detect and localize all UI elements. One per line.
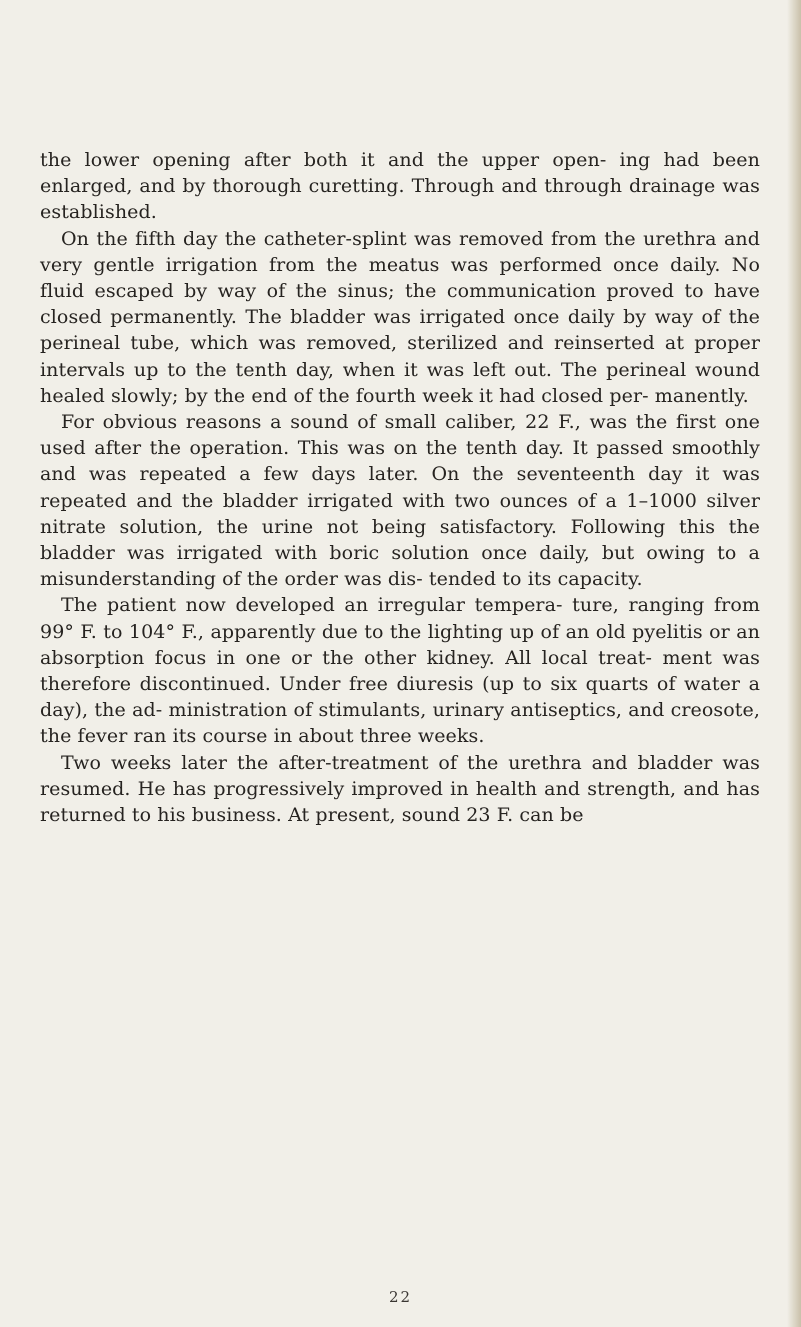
paragraph-5: Two weeks later the after-treatment of the urethra and bladder was resumed. He has progressively improved in health and strength, and has returned to his business. At present, sound 23 F. can be bbox=[40, 751, 760, 827]
page-edge-shadow bbox=[787, 0, 801, 1327]
paragraph-1: the lower opening after both it and the upper open- ing had been enlarged, and by thorough curetting. Through and through drainage was established. bbox=[40, 149, 760, 224]
page-number: 22 bbox=[388, 1288, 413, 1306]
paragraph-4: The patient now developed an irregular tempera- ture, ranging from 99° F. to 104° F., apparently due to the lighting up of an old pyelitis or an absorption focus in one or the other kidney. All local treat- ment was therefore discontinued. Under free diuresis (up to six quarts of water a day), the ad- ministration of stimulants, urinary antiseptics, and creosote, the fever ran its course in about three weeks. bbox=[40, 594, 760, 748]
paragraph-2: On the fifth day the catheter-splint was removed from the urethra and very gentle irrigation from the meatus was performed once daily. No fluid escaped by way of the sinus; the communication proved to have closed permanently. The bladder was irrigated once daily by way of the perineal tube, which was removed, sterilized and reinserted at proper intervals up to the tenth day, when it was left out. The perineal wound healed slowly; by the end of the fourth week it had closed per- manently. bbox=[40, 227, 760, 407]
paragraph-3: For obvious reasons a sound of small caliber, 22 F., was the first one used after the operation. This was on the tenth day. It passed smoothly and was repeated a few days later. On the seventeenth day it was repeated and the bladder irrigated with two ounces of a 1–1000 silver nitrate solution, the urine not being satisfactory. Following this the bladder was irrigated with boric solution once daily, but owing to a misunderstanding of the order was dis- tended to its capacity. bbox=[40, 411, 760, 591]
body-text bbox=[40, 147, 760, 828]
